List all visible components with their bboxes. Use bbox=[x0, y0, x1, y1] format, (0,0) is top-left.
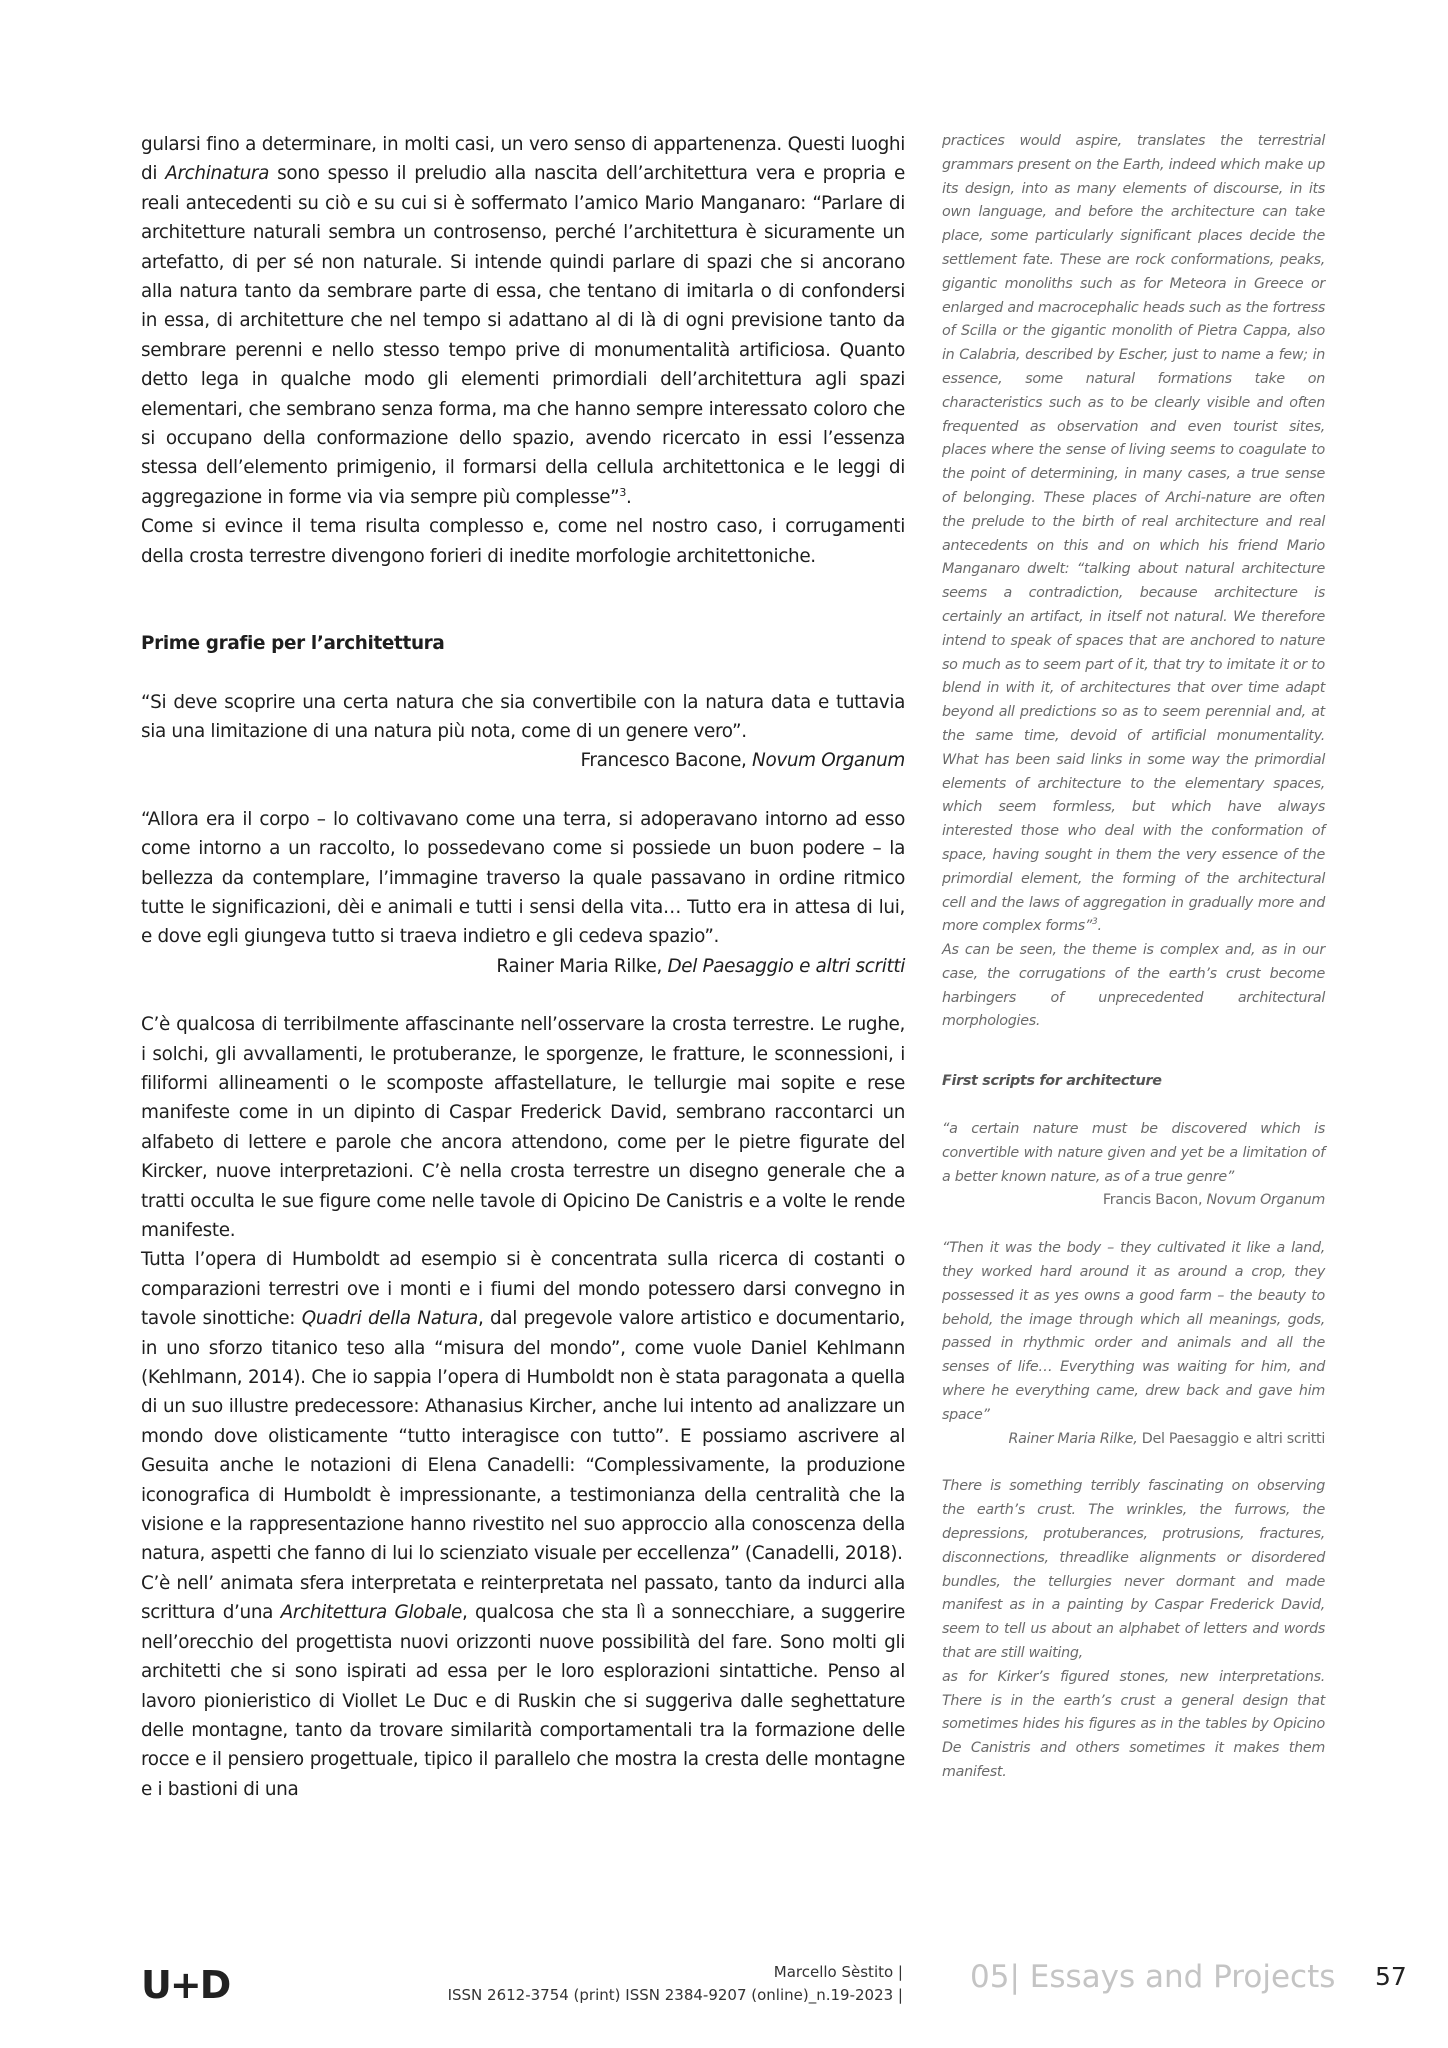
footer-issn: ISSN 2612-3754 (print) ISSN 2384-9207 (online)_n.19-2023 | bbox=[447, 1986, 903, 2004]
side-quote-rilke-attribution: Rainer Maria Rilke, Del Paesaggio e altri scritti bbox=[1008, 1430, 1325, 1447]
quote-bacone: “Si deve scoprire una certa natura che sia convertibile con la natura data e tuttavia sia una limitazione di una natura più nota, come di un genere vero”. bbox=[141, 691, 905, 742]
page-footer bbox=[0, 1955, 1448, 2035]
footer-author: Marcello Sèstito | bbox=[773, 1963, 903, 1981]
footer-section-title: 05| Essays and Projects bbox=[970, 1959, 1336, 1995]
side-paragraph-2: As can be seen, the theme is complex and, as in our case, the corrugations of the earth’s crust become harbingers of unprecedented architectural morphologies. bbox=[942, 942, 1325, 1030]
main-paragraph-5: C’è nell’ animata sfera interpretata e reinterpretata nel passato, tanto da indurci alla scrittura d’una Architettura Globale, qualcosa che sta lì a sonnecchiare, a suggerire nell’orecchio del progettista nuovi orizzonti nuove possibilità del fare. Sono molti gli architetti che si sono ispirati ad essa per le loro esplorazioni sintattiche. Penso al lavoro pionieristico di Viollet Le Duc e di Ruskin che si suggeriva dalle seghettature delle montagne, tanto da trovare similarità comportamentali tra la formazione delle rocce e il pensiero progettuale, tipico il parallelo che mostra la cresta delle montagne e i bastioni di una bbox=[141, 1572, 905, 1800]
footnote-ref: 3 bbox=[619, 485, 627, 499]
main-paragraph-3: C’è qualcosa di terribilmente affascinante nell’osservare la crosta terrestre. Le rughe, i solchi, gli avvallamenti, le protuberanze, le sporgenze, le fratture, le sconnessioni, i filiformi allineamenti o le scomposte affastellature, le tellurgie mai sopite e rese manifeste come in un dipinto di Caspar Frederick David, sembrano raccontarci un alfabeto di lettere e parole che ancora attendono, come per le pietre figurate del Kircker, nuove interpretazioni. C’è nella crosta terrestre un disegno generale che a tratti occulta le sue figure come nelle tavole di Opicino De Canistris e a volte le rende manifeste. bbox=[141, 1014, 905, 1241]
main-text-column bbox=[141, 130, 905, 1804]
page-number: 57 bbox=[1375, 1962, 1407, 1991]
side-paragraph-4: as for Kirker’s figured stones, new interpretations. There is in the earth’s crust a general design that sometimes hides his figures as in the tables by Opicino De Canistris and others sometimes it makes them manifest. bbox=[942, 1668, 1325, 1780]
main-paragraph-2: Come si evince il tema risulta complesso e, come nel nostro caso, i corrugamenti della crosta terrestre divengono forieri di inedite morfologie architettoniche. bbox=[141, 516, 905, 567]
side-paragraph-1: practices would aspire, translates the terrestrial grammars present on the Earth, indeed which make up its design, into as many elements of discourse, in its own language, and before the architecture can take place, some particularly significant places decide the settlement fate. These are rock conformations, peaks, gigantic monoliths such as for Meteora in Greece or enlarged and macrocephalic heads such as the fortress of Scilla or the gigantic monolith of Pietra Cappa, also in Calabria, described by Escher, just to name a few; in essence, some natural formations take on characteristics such as to be clearly visible and often frequented as observation and even tourist sites, places where the sense of living seems to coagulate to the point of determining, in many cases, a true sense of belonging. These places of Archi-nature are often the prelude to the birth of real architecture and real antecedents on this and on which his friend Mario Manganaro dwelt: “talking about natural architecture seems a contradiction, because architecture is certainly an artifact, in itself not natural. We therefore intend to speak of spaces that are anchored to nature so much as to seem part of it, that try to imitate it or to blend in with it, of architectures that over time adapt beyond all predictions so as to seem perennial and, at the same time, devoid of artificial monumentality. What has been said links in some way the primordial elements of architecture to the elementary spaces, which seem formless, but which have always interested those who deal with the conformation of space, having sought in them the very essence of the primordial element, the forming of the architectural cell and the laws of aggregation in gradually more and more complex forms”$^3$. bbox=[942, 133, 1325, 935]
side-footnote-ref: 3 bbox=[1092, 917, 1098, 928]
main-paragraph-4: Tutta l’opera di Humboldt ad esempio si è concentrata sulla ricerca di costanti o comparazioni terrestri ove i monti e i fiumi del mondo potessero darsi convegno in tavole sinottiche: Quadri della Natura, dal pregevole valore artistico e documentario, in uno sforzo titanico teso alla “misura del mondo”, come vuole Daniel Kehlmann (Kehlmann, 2014). Che io sappia l’opera di Humboldt non è stata paragonata a quella di un suo illustre predecessore: Athanasius Kircher, anche lui intento ad analizzare un mondo dove olisticamente “tutto interagisce con tutto”. E possiamo ascrivere al Gesuita anche le notazioni di Elena Canadelli: “Complessivamente, la produzione iconografica di Humboldt è impressionante, a testimonianza della centralità che la visione e la rappresentazione hanno rivestito nel suo approccio alla conoscenza della natura, aspetti che fanno di lui lo scienziato visuale per eccellenza” (Canadelli, 2018). bbox=[141, 1249, 905, 1565]
journal-logo: U+D bbox=[141, 1963, 230, 2007]
quote-bacone-attribution: Francesco Bacone, Novum Organum bbox=[580, 750, 905, 772]
archinatura-term: Archinatura bbox=[165, 163, 270, 185]
quote-rilke-attribution: Rainer Maria Rilke, Del Paesaggio e altri scritti bbox=[496, 955, 905, 977]
side-quote-rilke: “Then it was the body – they cultivated it like a land, they worked hard around it as around a crop, they possessed it as yes owns a good farm – the beauty to behold, the image through which all meanings, gods, passed in rhythmic order and animals and all the senses of life… Everything was waiting for him, and where he everything came, drew back and gave him space” bbox=[942, 1240, 1325, 1423]
main-paragraph-1: gularsi fino a determinare, in molti casi, un vero senso di appartenenza. Questi luoghi di Archinatura sono spesso il preludio alla nascita dell’architettura vera e propria e reali antecedenti su ciò e su cui si è soffermato l’amico Mario Manganaro: “Parlare di architetture naturali sembra un controsenso, perché l’architettura è sicuramente un artefatto, di per sé non naturale. Si intende quindi parlare di spazi che si ancorano alla natura tanto da sembrare parte di essa, che tentano di imitarla o di confondersi in essa, di architetture che nel tempo si adattano al di là di ogni previsione tanto da sembrare perenni e nello stesso tempo prive di monumentalità artificiosa. Quanto detto lega in qualche modo gli elementi primordiali dell’architettura agli spazi elementari, che sembrano senza forma, ma che hanno sempre interessato coloro che si occupano della conformazione dello spazio, avendo ricercato in essi l’essenza stessa dell’elemento primigenio, il formarsi della cellula architettonica e le leggi di aggregazione in forme via via sempre più complesse”$^3$. bbox=[141, 134, 905, 508]
side-section-heading: First scripts for architecture bbox=[942, 1073, 1162, 1090]
quote-rilke: “Allora era il corpo – lo coltivavano come una terra, si adoperavano intorno ad esso come intorno a un raccolto, lo possedevano come si possiede un buon podere – la bellezza da contemplare, l’immagine traverso la quale passavano in ordine ritmico tutte le significazioni, dèi e animali e tutti i sensi della vita… Tutto era in attesa di lui, e dove egli giungeva tutto si traeva indietro e gli cedeva spazio”. bbox=[141, 808, 905, 948]
side-quote-bacon: “a certain nature must be discovered which is convertible with nature given and yet be a limitation of a better known nature, as of a true genre” bbox=[942, 1121, 1325, 1185]
section-heading: Prime grafie per l’architettura bbox=[141, 633, 445, 655]
side-paragraph-3: There is something terribly fascinating on observing the earth’s crust. The wrinkles, the furrows, the depressions, protuberances, protrusions, fractures, disconnections, threadlike alignments or disordered bundles, the tellurgies never dormant and made manifest as in a painting by Caspar Frederick David, seem to tell us about an alphabet of letters and words that are still waiting, bbox=[942, 1478, 1325, 1662]
side-quote-bacon-attribution: Francis Bacon, Novum Organum bbox=[1102, 1192, 1325, 1209]
footer-citation bbox=[448, 1961, 903, 2007]
english-text-column bbox=[942, 130, 1325, 1785]
